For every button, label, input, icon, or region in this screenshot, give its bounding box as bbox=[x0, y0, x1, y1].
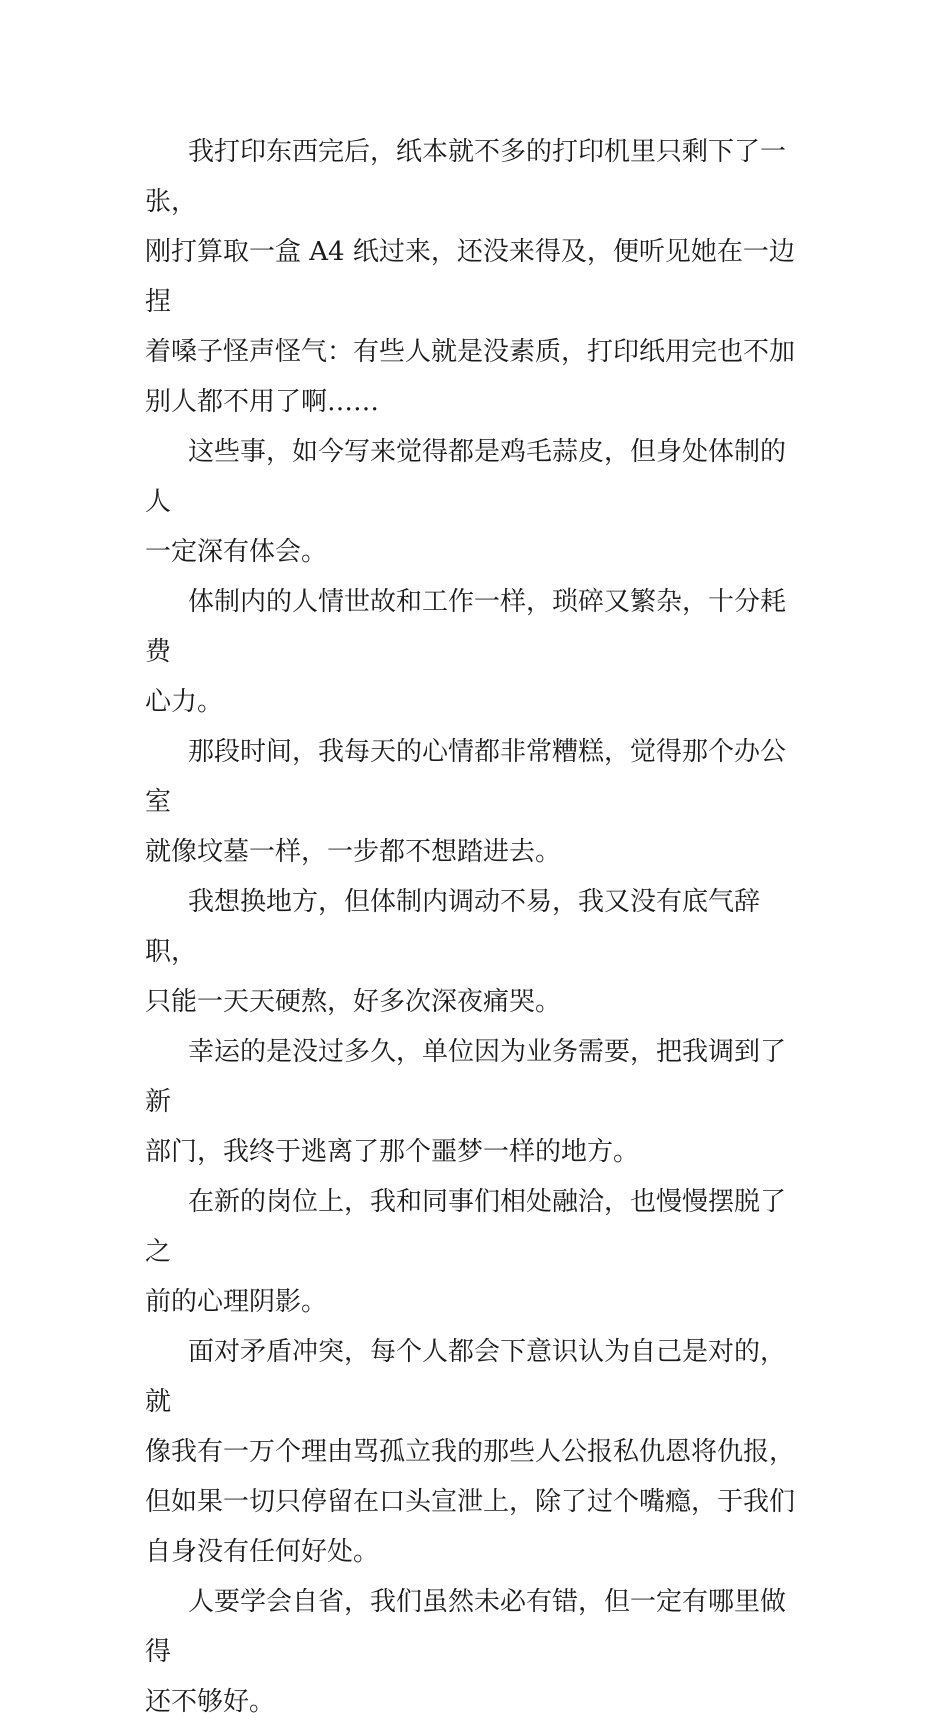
paragraph: 在新的岗位上，我和同事们相处融洽，也慢慢摆脱了之 前的心理阴影。 bbox=[145, 1187, 787, 1317]
paragraph: 我想换地方，但体制内调动不易，我又没有底气辞职， 只能一天天硬熬，好多次深夜痛哭。 bbox=[145, 887, 761, 1017]
paragraph: 我打印东西完后，纸本就不多的打印机里只剩下了一张， 刚打算取一盒 A4 纸过来，还没来得及，便听见她在一边捏 着嗓子怪声怪气：有些人就是没素质，打印纸用完也不加 别人都不用了啊…… bbox=[145, 137, 796, 417]
paragraph: 这些事，如今写来觉得都是鸡毛蒜皮，但身处体制的人 一定深有体会。 bbox=[145, 437, 787, 567]
paragraph: 幸运的是没过多久，单位因为业务需要，把我调到了新 部门，我终于逃离了那个噩梦一样的地方。 bbox=[145, 1037, 787, 1167]
paragraph: 人要学会自省，我们虽然未必有错，但一定有哪里做得 还不够好。 bbox=[145, 1587, 787, 1717]
paragraph: 体制内的人情世故和工作一样，琐碎又繁杂，十分耗费 心力。 bbox=[145, 587, 787, 717]
paragraph: 面对矛盾冲突，每个人都会下意识认为自己是对的，就 像我有一万个理由骂孤立我的那些人公报私仇恩将仇报， 但如果一切只停留在口头宣泄上，除了过个嘴瘾，于我们 自身没有任何好处。 bbox=[145, 1337, 796, 1567]
document-body bbox=[145, 127, 810, 1727]
paragraph: 那段时间，我每天的心情都非常糟糕，觉得那个办公室 就像坟墓一样，一步都不想踏进去。 bbox=[145, 737, 787, 867]
